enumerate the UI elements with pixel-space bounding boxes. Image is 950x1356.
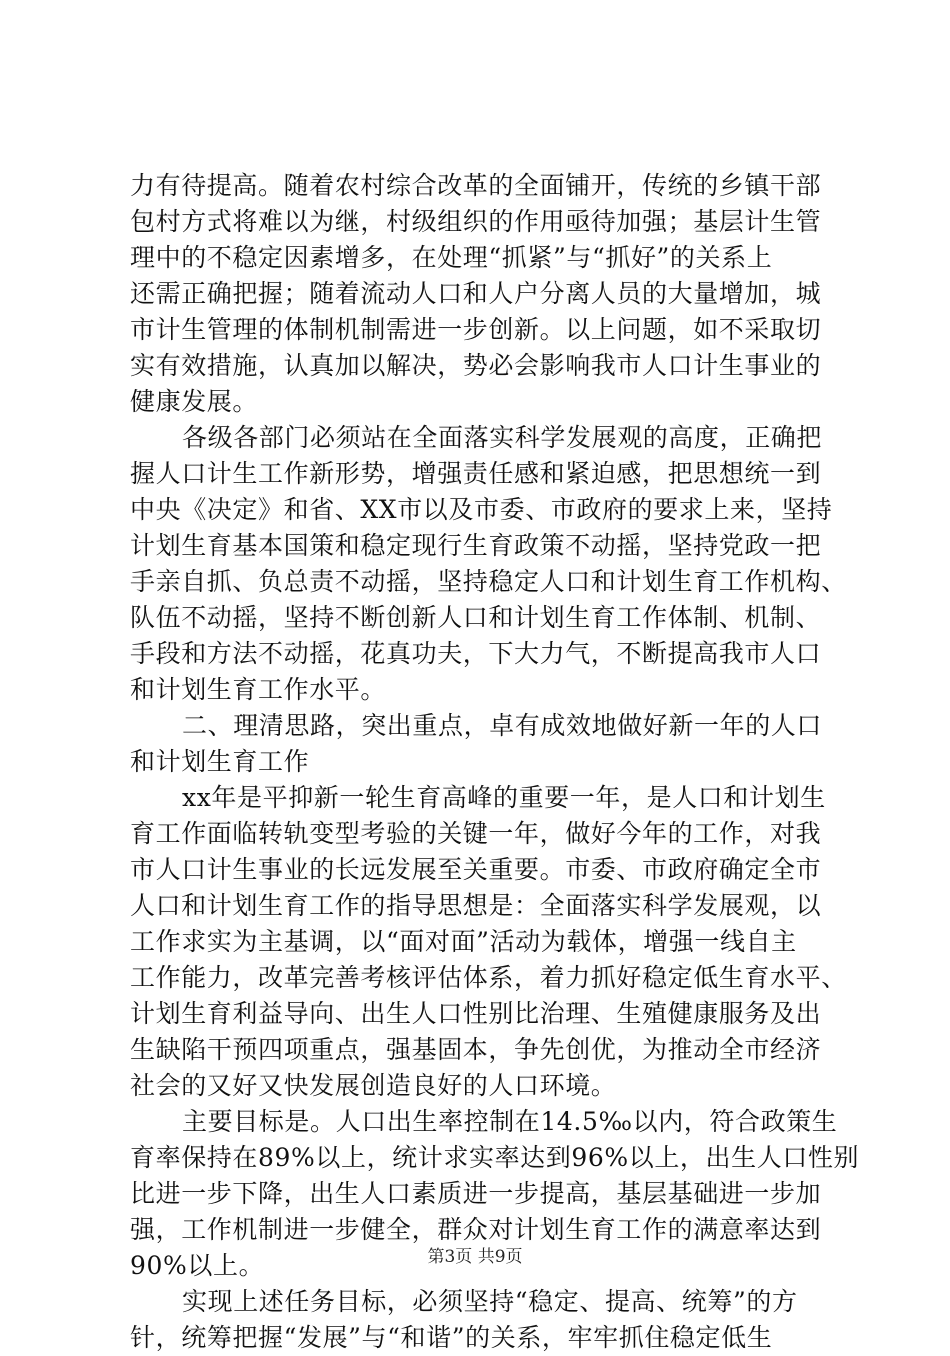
text-line: 强，工作机制进一步健全，群众对计划生育工作的满意率达到 [130, 1215, 822, 1244]
text-line: 育率保持在89%以上，统计求实率达到96%以上，出生人口性别 [130, 1143, 860, 1172]
text-line: 社会的又好又快发展创造良好的人口环境。 [130, 1071, 617, 1100]
text-line: 工作能力，改革完善考核评估体系，着力抓好稳定低生育水平、 [130, 963, 847, 992]
text-line: 比进一步下降，出生人口素质进一步提高，基层基础进一步加 [130, 1179, 822, 1208]
text-line: 健康发展。 [130, 387, 259, 416]
page-number-footer: 第3页 共9页 [427, 1247, 523, 1267]
text-line: 针，统筹把握“发展”与“和谐”的关系，牢牢抓住稳定低生 [130, 1323, 773, 1352]
text-line: 包村方式将难以为继，村级组织的作用亟待加强；基层计生管 [130, 207, 822, 236]
text-line: 育工作面临转轨变型考验的关键一年，做好今年的工作，对我 [130, 819, 822, 848]
text-line: 握人口计生工作新形势，增强责任感和紧迫感，把思想统一到 [130, 459, 822, 488]
text-line: 市人口计生事业的长远发展至关重要。市委、市政府确定全市 [130, 855, 822, 884]
text-line: 实有效措施，认真加以解决，势必会影响我市人口计生事业的 [130, 351, 822, 380]
text-line: 理中的不稳定因素增多，在处理“抓紧”与“抓好”的关系上 [130, 243, 773, 272]
section-heading: 二、理清思路，突出重点，卓有成效地做好新一年的人口 [182, 711, 823, 740]
paragraph-first-line: xx年是平抑新一轮生育高峰的重要一年，是人口和计划生 [182, 783, 826, 812]
text-line: 计划生育利益导向、出生人口性别比治理、生殖健康服务及出 [130, 999, 822, 1028]
paragraph-first-line: 实现上述任务目标，必须坚持“稳定、提高、统筹”的方 [182, 1287, 798, 1316]
paragraph-first-line: 各级各部门必须站在全面落实科学发展观的高度，正确把 [182, 423, 823, 452]
text-line: 和计划生育工作水平。 [130, 675, 387, 704]
text-line: 力有待提高。随着农村综合改革的全面铺开，传统的乡镇干部 [130, 171, 822, 200]
document-body [130, 168, 860, 1356]
text-line: 生缺陷干预四项重点，强基固本，争先创优，为推动全市经济 [130, 1035, 822, 1064]
text-line: 中央《决定》和省、XX市以及市委、市政府的要求上来，坚持 [130, 495, 833, 524]
text-line: 计划生育基本国策和稳定现行生育政策不动摇，坚持党政一把 [130, 531, 822, 560]
text-line: 工作求实为主基调，以“面对面”活动为载体，增强一线自主 [130, 927, 797, 956]
text-line: 手亲自抓、负总责不动摇，坚持稳定人口和计划生育工作机构、 [130, 567, 847, 596]
text-line: 市计生管理的体制机制需进一步创新。以上问题，如不采取切 [130, 315, 822, 344]
paragraph-first-line: 主要目标是。人口出生率控制在14.5‰以内，符合政策生 [182, 1107, 838, 1136]
text-line: 人口和计划生育工作的指导思想是：全面落实科学发展观，以 [130, 891, 822, 920]
text-line: 手段和方法不动摇，花真功夫，下大力气，不断提高我市人口 [130, 639, 822, 668]
text-line: 队伍不动摇，坚持不断创新人口和计划生育工作体制、机制、 [130, 603, 822, 632]
text-line: 90%以上。 [130, 1251, 265, 1280]
text-line: 还需正确把握；随着流动人口和人户分离人员的大量增加，城 [130, 279, 822, 308]
section-heading-continued: 和计划生育工作 [130, 747, 310, 776]
